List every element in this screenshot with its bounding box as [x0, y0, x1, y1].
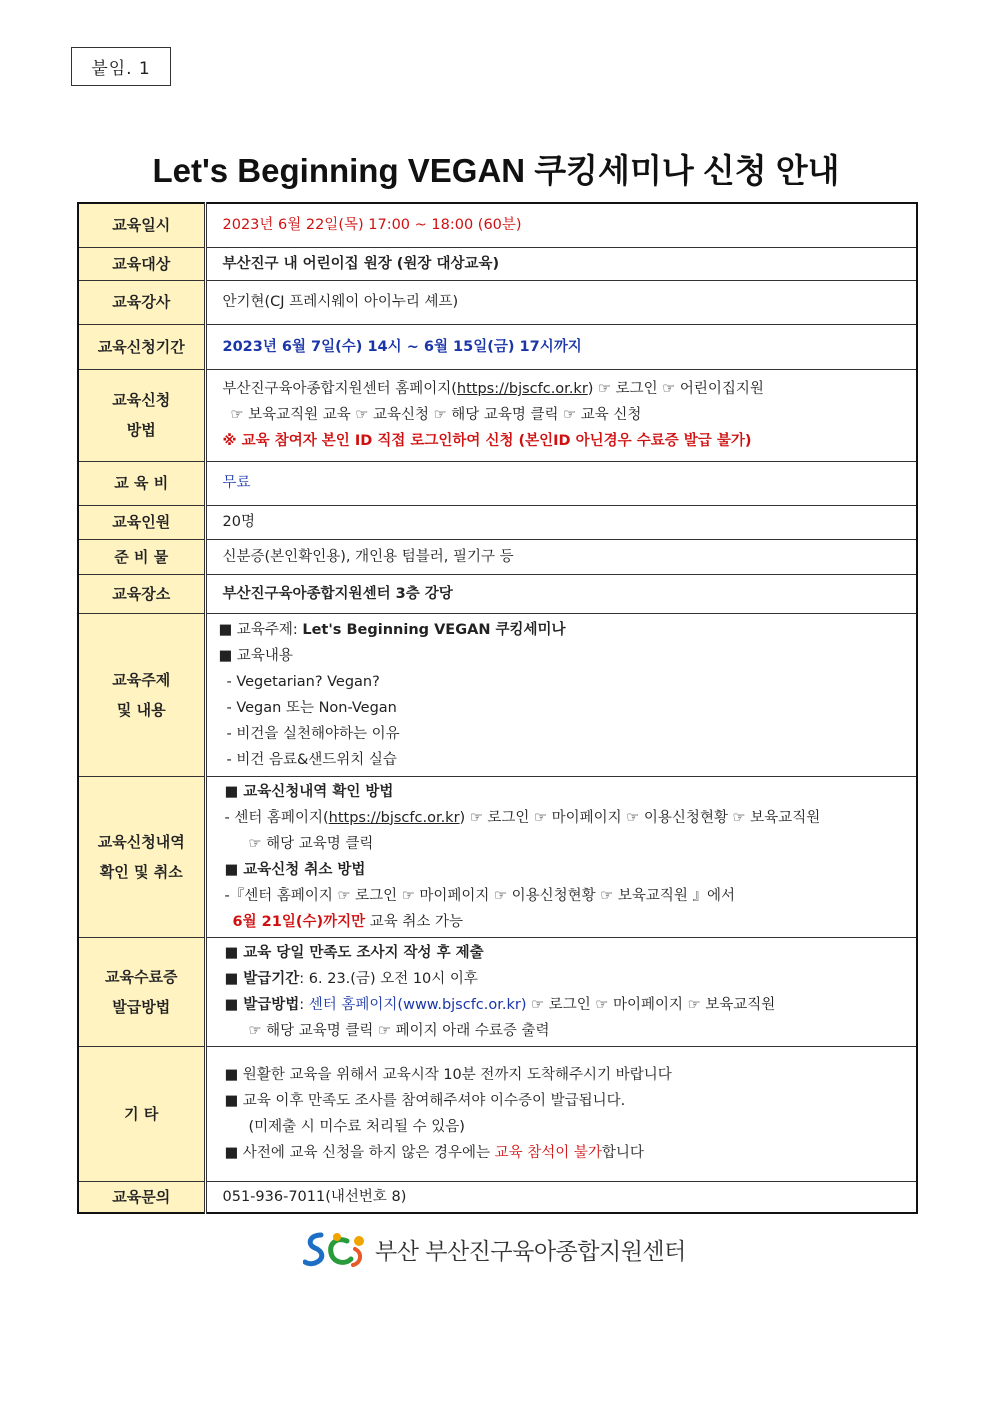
value-etc: [205, 1046, 917, 1181]
value-venue: 부산진구육아종합지원센터 3층 강당: [205, 574, 917, 613]
label-target: 교육대상: [78, 247, 205, 280]
attachment-label: 붙임. 1: [91, 59, 151, 79]
value-certificate: [205, 937, 917, 1046]
method-line2: ☞ 보육교직원 교육 ☞ 교육신청 ☞ 해당 교육명 클릭 ☞ 교육 신청: [230, 407, 642, 423]
etc-line4-emphasis: 교육 참석이 불가: [494, 1144, 602, 1161]
label-etc: 기 타: [78, 1046, 205, 1181]
label-method-line1: 교육신청: [112, 391, 171, 409]
row-supplies: [78, 539, 917, 574]
attachment-label-box: [71, 47, 171, 86]
method-line1: [223, 376, 917, 402]
topic-item-2: - Vegan 또는 Non-Vegan: [226, 699, 397, 716]
row-etc: [78, 1046, 917, 1181]
row-method: [78, 369, 917, 461]
certificate-period: : 6. 23.(금) 오전 10시 이후: [299, 970, 478, 987]
label-method: [78, 369, 205, 461]
etc-line4-suffix: 합니다: [601, 1144, 644, 1161]
cancel-deadline: 6월 21일(수)까지만: [232, 913, 366, 930]
label-venue: 교육장소: [78, 574, 205, 613]
row-check-cancel: [78, 776, 917, 937]
page-title: Let's Beginning VEGAN 쿠킹세미나 신청 안내: [152, 152, 840, 189]
label-contact: 교육문의: [78, 1181, 205, 1213]
topic-item-4: - 비건 음료&샌드위치 실습: [226, 751, 397, 768]
certificate-line3-suffix: ☞ 로그인 ☞ 마이페이지 ☞ 보육교직원: [526, 996, 776, 1013]
center-logo-text: 부산 부산진구육아종합지원센터: [375, 1238, 686, 1265]
row-period: [78, 324, 917, 369]
label-instructor: 교육강사: [78, 280, 205, 324]
row-target: [78, 247, 917, 280]
row-contact: [78, 1181, 917, 1213]
cancel-line2-suffix: 교육 취소 가능: [365, 913, 463, 930]
certificate-line4: ☞ 해당 교육명 클릭 ☞ 페이지 아래 수료증 출력: [248, 1022, 550, 1039]
etc-line4-prefix: ■ 사전에 교육 신청을 하지 않은 경우에는: [224, 1144, 495, 1161]
value-fee: 무료: [205, 461, 917, 505]
certificate-method-colon: :: [299, 996, 309, 1013]
value-method: [205, 369, 917, 461]
topic-line1: [219, 617, 917, 643]
label-fee: 교 육 비: [78, 461, 205, 505]
center-logo: [303, 1228, 686, 1270]
label-check-cancel-line1: 교육신청내역: [97, 832, 185, 851]
certificate-line1: ■ 교육 당일 만족도 조사지 작성 후 제출: [224, 944, 484, 961]
check-line2: ☞ 해당 교육명 클릭: [248, 835, 374, 852]
etc-line4: [225, 1140, 917, 1166]
check-url-link[interactable]: https://bjscfc.or.kr: [328, 809, 460, 826]
row-capacity: [78, 505, 917, 539]
value-period: 2023년 6월 7일(수) 14시 ~ 6월 15일(금) 17시까지: [205, 324, 917, 369]
value-capacity: 20명: [205, 505, 917, 539]
label-capacity: 교육인원: [78, 505, 205, 539]
row-instructor: [78, 280, 917, 324]
label-topic-line2: 및 내용: [116, 700, 166, 719]
topic-line2: ■ 교육내용: [218, 647, 293, 664]
check-heading: ■ 교육신청내역 확인 방법: [224, 783, 394, 800]
row-certificate: [78, 937, 917, 1046]
certificate-line2: [225, 966, 917, 992]
row-venue: [78, 574, 917, 613]
value-supplies: 신분증(본인확인용), 개인용 텀블러, 필기구 등: [205, 539, 917, 574]
label-certificate-line2: 발급방법: [112, 997, 171, 1016]
label-check-cancel: [78, 776, 205, 937]
value-topic: [205, 613, 917, 776]
certificate-site-link[interactable]: 센터 홈페이지(www.bjscfc.or.kr): [308, 996, 527, 1013]
method-line1-prefix: 부산진구육아종합지원센터 홈페이지(: [222, 381, 457, 397]
certificate-method-head: ■ 발급방법: [224, 996, 300, 1013]
topic-item-1: - Vegetarian? Vegan?: [226, 673, 380, 690]
topic-item-3: - 비건을 실천해야하는 이유: [226, 725, 400, 742]
topic-name: Let's Beginning VEGAN 쿠킹세미나: [302, 621, 566, 638]
value-contact: 051-936-7011(내선번호 8): [205, 1181, 917, 1213]
cancel-heading: ■ 교육신청 취소 방법: [224, 861, 366, 878]
method-notice: ※ 교육 참여자 본인 ID 직접 로그인하여 신청 (본인ID 아닌경우 수료증 발급 불가): [222, 433, 752, 449]
info-table: [77, 202, 918, 1214]
row-datetime: [78, 203, 917, 247]
method-line1-suffix: ) ☞ 로그인 ☞ 어린이집지원: [587, 381, 764, 397]
method-url-link[interactable]: https://bjscfc.or.kr: [456, 381, 588, 397]
check-line1: [225, 805, 917, 831]
row-fee: [78, 461, 917, 505]
value-datetime: 2023년 6월 22일(목) 17:00 ~ 18:00 (60분): [205, 203, 917, 247]
row-topic: [78, 613, 917, 776]
center-logo-icon: [303, 1229, 367, 1269]
cancel-line1: -『센터 홈페이지 ☞ 로그인 ☞ 마이페이지 ☞ 이용신청현황 ☞ 보육교직원 』에서: [224, 887, 736, 904]
certificate-line3: [225, 992, 917, 1018]
label-certificate-line1: 교육수료증: [105, 967, 178, 986]
cancel-line2: [225, 909, 917, 935]
topic-line1-prefix: ■ 교육주제:: [218, 621, 303, 638]
label-method-line2: 방법: [126, 421, 156, 439]
label-datetime: 교육일시: [78, 203, 205, 247]
label-certificate: [78, 937, 205, 1046]
value-target: 부산진구 내 어린이집 원장 (원장 대상교육): [205, 247, 917, 280]
value-instructor: 안기현(CJ 프레시웨이 아이누리 셰프): [205, 280, 917, 324]
label-topic: [78, 613, 205, 776]
label-check-cancel-line2: 확인 및 취소: [99, 862, 183, 881]
certificate-period-head: ■ 발급기간: [224, 970, 300, 987]
value-check-cancel: [205, 776, 917, 937]
etc-line2: ■ 교육 이후 만족도 조사를 참여해주셔야 이수증이 발급됩니다.: [224, 1092, 626, 1109]
label-period: 교육신청기간: [78, 324, 205, 369]
check-line1-prefix: - 센터 홈페이지(: [224, 809, 329, 826]
check-line1-suffix: ) ☞ 로그인 ☞ 마이페이지 ☞ 이용신청현황 ☞ 보육교직원: [459, 809, 821, 826]
etc-line3: (미제출 시 미수료 처리될 수 있음): [248, 1118, 465, 1135]
etc-line1: ■ 원활한 교육을 위해서 교육시작 10분 전까지 도착해주시기 바랍니다: [224, 1066, 672, 1083]
label-topic-line1: 교육주제: [112, 670, 171, 689]
label-supplies: 준 비 물: [78, 539, 205, 574]
